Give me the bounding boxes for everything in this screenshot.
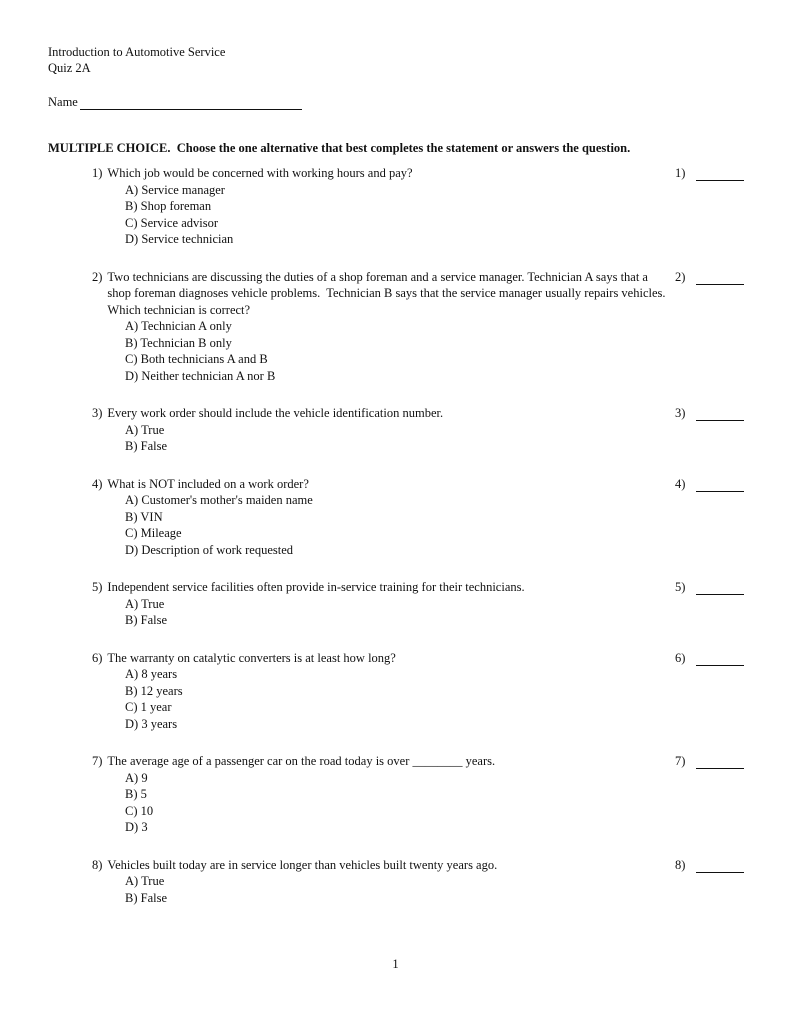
answer-cell <box>675 857 747 874</box>
answer-number: 3) <box>675 406 686 420</box>
question-number: 2) <box>92 269 103 284</box>
name-row <box>48 94 747 110</box>
option-d: D) Service technician <box>125 232 234 246</box>
option-c: C) Service advisor <box>125 215 219 230</box>
question-number: 7) <box>92 754 103 768</box>
option-a: A) Technician A only <box>125 319 232 333</box>
answer-cell <box>675 165 747 182</box>
option-b: B) 12 years <box>125 683 183 698</box>
answer-blank[interactable] <box>696 269 744 285</box>
question-5 <box>48 579 747 629</box>
option-b: B) Shop foreman <box>125 199 212 213</box>
question-2 <box>48 269 747 385</box>
quiz-title: Quiz 2A <box>48 61 91 75</box>
answer-number: 4) <box>675 476 686 491</box>
answer-cell <box>675 476 747 493</box>
option-b: B) False <box>125 613 168 627</box>
option-c: C) Both technicians A and B <box>125 352 268 366</box>
option-a: A) True <box>125 874 165 888</box>
option-a: A) 8 years <box>125 667 178 681</box>
question-text: What is NOT included on a work order? <box>107 476 309 491</box>
instructions: MULTIPLE CHOICE. Choose the one alternative that best completes the statement or answers the question. <box>48 141 631 155</box>
question-number: 1) <box>92 166 103 180</box>
question-number: 5) <box>92 580 103 594</box>
answer-number: 5) <box>675 580 686 594</box>
option-a: A) True <box>125 422 165 437</box>
answer-cell <box>675 579 747 596</box>
option-a: A) Service manager <box>125 182 225 197</box>
option-d: D) 3 <box>125 820 148 834</box>
answer-blank[interactable] <box>696 650 744 666</box>
name-blank[interactable] <box>80 95 302 110</box>
question-3 <box>48 405 747 455</box>
course-title: Introduction to Automotive Service <box>48 45 226 59</box>
option-a: A) True <box>125 596 165 611</box>
option-c: C) 10 <box>125 803 154 818</box>
answer-blank[interactable] <box>696 405 744 421</box>
questions-list <box>48 165 747 906</box>
answer-number: 6) <box>675 650 686 665</box>
question-1 <box>48 165 747 248</box>
question-7 <box>48 753 747 836</box>
option-d: D) 3 years <box>125 716 178 731</box>
question-number: 4) <box>92 476 103 491</box>
answer-cell <box>675 753 747 770</box>
option-a: A) 9 <box>125 770 148 785</box>
question-text: Which job would be concerned with working hours and pay? <box>107 166 413 180</box>
option-d: D) Neither technician A nor B <box>125 368 276 383</box>
option-c: C) 1 year <box>125 700 172 714</box>
option-b: B) False <box>125 890 168 905</box>
option-c: C) Mileage <box>125 526 182 540</box>
answer-cell <box>675 405 747 422</box>
option-b: B) 5 <box>125 787 147 801</box>
answer-cell <box>675 269 747 286</box>
answer-blank[interactable] <box>696 165 744 181</box>
page-number: 1 <box>392 957 399 971</box>
option-b: B) False <box>125 439 168 453</box>
answer-blank[interactable] <box>696 579 744 595</box>
answer-number: 1) <box>675 166 686 180</box>
name-label: Name <box>48 95 78 109</box>
question-text: Two technicians are discussing the duties of a shop foreman and a service manager. Technician A says that a shop foreman diagnoses vehicle problems. Technician B says that the service manager usually repairs vehicles. Which technician is correct? <box>107 269 672 317</box>
question-text: The average age of a passenger car on the road today is over ________ years. <box>107 754 496 768</box>
option-d: D) Description of work requested <box>125 542 294 557</box>
answer-cell <box>675 650 747 667</box>
option-b: B) VIN <box>125 509 163 524</box>
question-text: Independent service facilities often provide in-service training for their technicians. <box>107 580 525 594</box>
question-number: 8) <box>92 857 103 872</box>
question-text: The warranty on catalytic converters is at least how long? <box>107 650 396 665</box>
answer-blank[interactable] <box>696 476 744 492</box>
question-8 <box>48 857 747 907</box>
answer-number: 8) <box>675 857 686 872</box>
question-4 <box>48 476 747 559</box>
answer-number: 2) <box>675 269 686 284</box>
answer-number: 7) <box>675 754 686 768</box>
question-number: 6) <box>92 650 103 665</box>
answer-blank[interactable] <box>696 753 744 769</box>
question-text: Vehicles built today are in service longer than vehicles built twenty years ago. <box>107 857 498 872</box>
question-6 <box>48 650 747 733</box>
question-text: Every work order should include the vehicle identification number. <box>107 406 444 420</box>
option-a: A) Customer's mother's maiden name <box>125 493 313 507</box>
answer-blank[interactable] <box>696 857 744 873</box>
question-number: 3) <box>92 406 103 420</box>
option-b: B) Technician B only <box>125 335 232 350</box>
